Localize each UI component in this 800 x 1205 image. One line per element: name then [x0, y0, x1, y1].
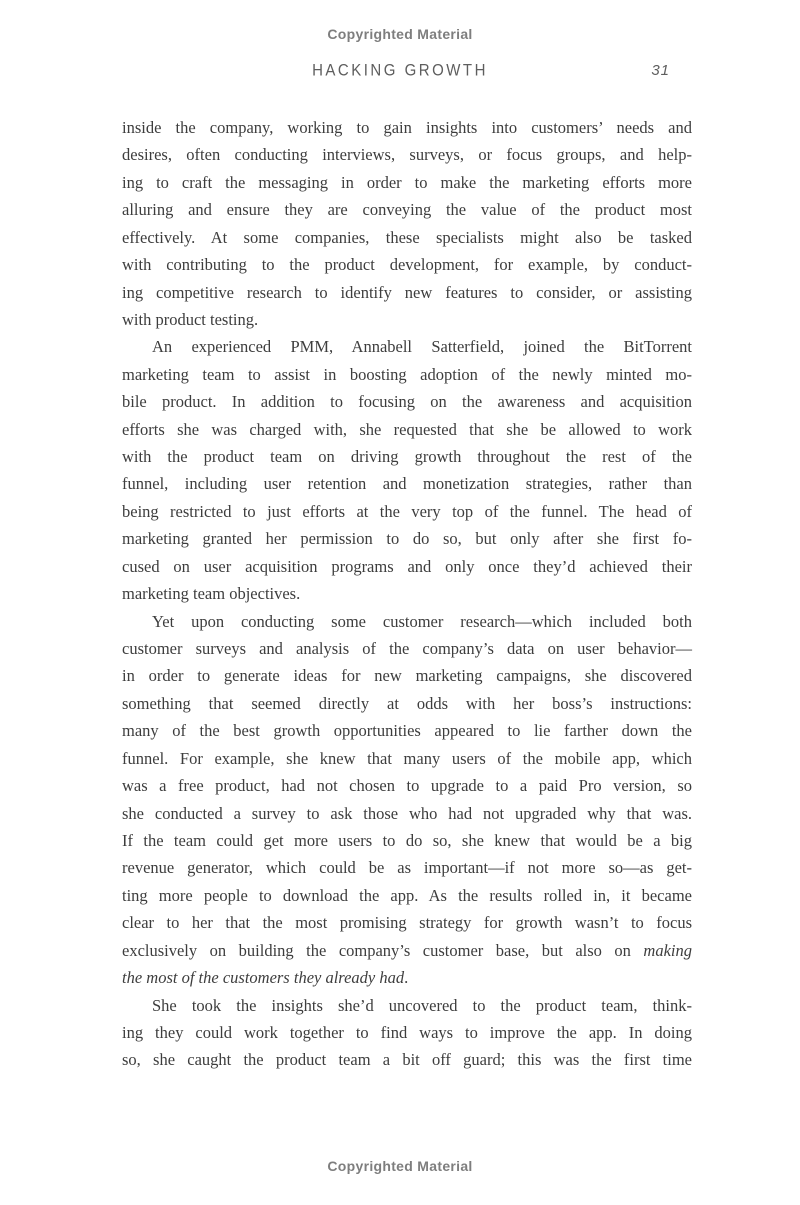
text-segment: with product testing. [122, 309, 259, 329]
text-segment: something that seemed directly at odds with her boss’s instructions: [122, 693, 692, 713]
page-number: 31 [651, 62, 670, 79]
text-segment: inside the company, working to gain insights into customers’ needs and [122, 118, 692, 137]
copyright-notice-bottom: Copyrighted Material [327, 1158, 473, 1174]
text-line [122, 279, 692, 306]
text-line [122, 992, 692, 1019]
text-segment: with the product team on driving growth throughout the rest of the [122, 447, 692, 467]
text-segment: clear to her that the most promising strategy for growth wasn’t to focus [122, 913, 692, 933]
text-segment: cused on user acquisition programs and only once they’d achieved their [122, 556, 692, 576]
text-line [122, 635, 692, 662]
text-line [122, 525, 692, 552]
text-segment: Yet upon conducting some customer research—which included both [152, 611, 692, 631]
text-segment: she conducted a survey to ask those who had not upgraded why that was. [122, 803, 692, 823]
text-line [122, 827, 692, 854]
text-segment: efforts she was charged with, she requested that she be allowed to work [122, 419, 692, 439]
text-segment: marketing granted her permission to do so, but only after she first fo- [122, 529, 692, 549]
text-segment: with contributing to the product development, for example, by conduct- [122, 255, 692, 275]
text-segment: funnel, including user retention and monetization strategies, rather than [122, 474, 692, 494]
text-segment: ing to craft the messaging in order to make the marketing efforts more [122, 172, 692, 192]
paragraph [122, 992, 692, 1074]
text-segment: alluring and ensure they are conveying the value of the product most [122, 200, 692, 220]
text-segment: ing competitive research to identify new features to consider, or assisting [122, 282, 692, 302]
book-title: HACKING GROWTH [312, 60, 488, 81]
text-line [122, 745, 692, 772]
text-line [122, 608, 692, 635]
running-header [0, 62, 800, 80]
paragraph [122, 333, 692, 607]
text-line [122, 580, 692, 607]
text-line [122, 141, 692, 168]
paragraph [122, 114, 692, 333]
text-line [122, 662, 692, 689]
text-segment: effectively. At some companies, these specialists might also be tasked [122, 227, 692, 247]
text-segment: in order to generate ideas for new marketing campaigns, she discovered [122, 666, 692, 686]
text-line [122, 443, 692, 470]
text-segment: marketing team to assist in boosting adoption of the newly minted mo- [122, 364, 692, 384]
text-segment: ing they could work together to find ways to improve the app. In doing [122, 1022, 692, 1042]
text-segment: exclusively on building the company’s customer base, but also on [122, 940, 644, 960]
text-segment: marketing team objectives. [122, 584, 301, 604]
text-line [122, 470, 692, 497]
text-line [122, 964, 692, 991]
text-line [122, 251, 692, 278]
text-line [122, 388, 692, 415]
paragraph [122, 608, 692, 992]
text-line [122, 937, 692, 964]
text-segment: ting more people to download the app. As the results rolled in, it became [122, 885, 692, 905]
text-line [122, 361, 692, 388]
text-segment: being restricted to just efforts at the very top of the funnel. The head of [122, 501, 692, 521]
italic-text: making [643, 940, 692, 960]
text-segment: If the team could get more users to do so, she knew that would be a big [122, 830, 692, 850]
text-segment: She took the insights she’d uncovered to the product team, think- [152, 995, 692, 1015]
text-segment: revenue generator, which could be as important—if not more so—as get- [122, 858, 692, 878]
text-line [122, 224, 692, 251]
text-segment: bile product. In addition to focusing on the awareness and acquisition [122, 392, 692, 412]
text-segment: so, she caught the product team a bit off guard; this was the first time [122, 1050, 692, 1070]
text-line [122, 1019, 692, 1046]
text-line [122, 114, 692, 141]
body-text [122, 114, 692, 1074]
text-line [122, 196, 692, 223]
text-segment: funnel. For example, she knew that many users of the mobile app, which [122, 748, 692, 768]
text-line [122, 854, 692, 881]
text-line [122, 498, 692, 525]
text-line [122, 800, 692, 827]
text-line [122, 690, 692, 717]
text-segment: desires, often conducting interviews, surveys, or focus groups, and help- [122, 145, 692, 165]
text-segment: An experienced PMM, Annabell Satterfield, joined the BitTorrent [152, 337, 692, 357]
text-line [122, 882, 692, 909]
text-line [122, 909, 692, 936]
italic-text: the most of the customers they already had [122, 968, 405, 988]
copyright-notice-top: Copyrighted Material [327, 26, 473, 42]
text-line [122, 306, 692, 333]
text-line [122, 169, 692, 196]
text-line [122, 772, 692, 799]
text-segment: many of the best growth opportunities appeared to lie farther down the [122, 721, 692, 741]
text-segment: was a free product, had not chosen to upgrade to a paid Pro version, so [122, 776, 692, 796]
text-line [122, 333, 692, 360]
text-line [122, 717, 692, 744]
text-line [122, 553, 692, 580]
text-segment: . [404, 968, 409, 988]
text-line [122, 416, 692, 443]
text-line [122, 1046, 692, 1073]
text-segment: customer surveys and analysis of the company’s data on user behavior— [122, 639, 692, 659]
